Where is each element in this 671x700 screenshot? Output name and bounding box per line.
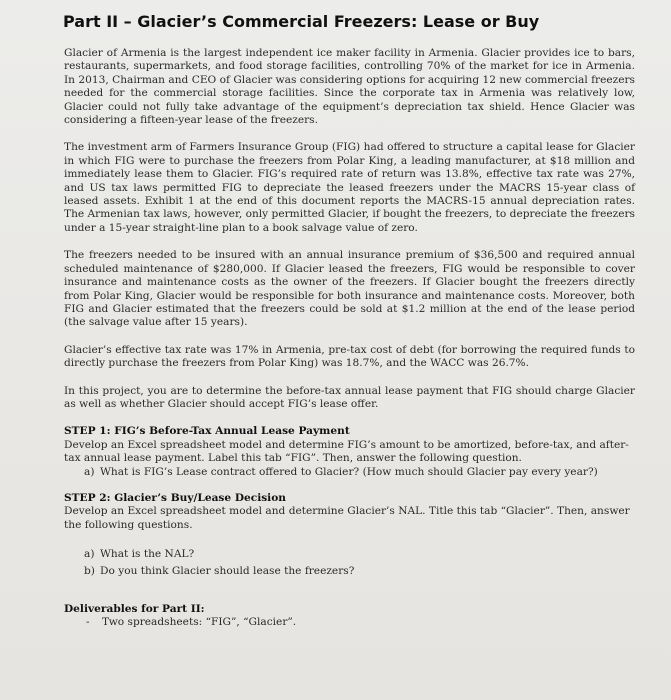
question-label: a) <box>84 548 95 561</box>
step-2-questions <box>64 548 635 578</box>
deliverables-section <box>64 603 635 630</box>
question-item <box>64 466 635 479</box>
step-1-questions <box>64 466 635 479</box>
step-2-body: Develop an Excel spreadsheet model and determine Glacier’s NAL. Title this tab “Glacier”. Then, answer the following questions. <box>64 505 630 531</box>
step-1-section <box>64 425 635 479</box>
deliverables-title: Deliverables for Part II: <box>64 603 205 615</box>
deliverable-text: Two spreadsheets: “FIG”, “Glacier”. <box>102 616 297 629</box>
step-1-body: Develop an Excel spreadsheet model and determine FIG’s amount to be amortized, before-tax, and after-tax annual lease payment. Label this tab “FIG”. Then, answer the following question. <box>64 438 629 465</box>
bullet-dash: - <box>86 616 90 629</box>
step-1-title: STEP 1: FIG’s Before-Tax Annual Lease Payment <box>64 425 350 438</box>
paragraph-fig-offer: The investment arm of Farmers Insurance Group (FIG) had offered to structure a capital lease for Glacier in which FIG were to purchase the freezers from Polar King, a leading manufacturer, at $18 million and immediately lease them to Glacier. FIG’s required rate of return was 13.8%, effective tax rate was 27%, and US tax laws permitted FIG to depreciate the leased freezers under the MACRS 15-year class of leased assets. Exhibit 1 at the end of this document reports the MACRS-15 annual depreciation rates. The Armenian tax laws, however, only permitted Glacier, if bought the freezers, to depreciate the freezers under a 15-year straight-line plan to a book salvage value of zero. <box>64 141 635 234</box>
question-item <box>64 548 635 561</box>
question-text: What is FIG’s Lease contract offered to Glacier? (How much should Glacier pay every year?) <box>100 465 598 478</box>
paragraph-intro: Glacier of Armenia is the largest independent ice maker facility in Armenia. Glacier provides ice to bars, restaurants, supermarkets, and food storage facilities, controlling 70% of the market for ice in Armenia. In 2013, Chairman and CEO of Glacier was considering options for acquiring 12 new commercial freezers needed for the commercial storage facilities. Since the corporate tax in Armenia was relatively low, Glacier could not fully take advantage of the equipment’s depreciation tax shield. Hence Glacier was considering a fifteen-year lease of the freezers. <box>64 47 635 127</box>
step-2-section <box>64 492 635 578</box>
deliverable-item <box>64 616 635 629</box>
question-item <box>64 565 635 578</box>
paragraph-tax-rates: Glacier’s effective tax rate was 17% in Armenia, pre-tax cost of debt (for borrowing the required funds to directly purchase the freezers from Polar King) was 18.7%, and the WACC was 26.7%. <box>64 343 635 370</box>
question-label: a) <box>84 465 95 478</box>
question-text: Do you think Glacier should lease the freezers? <box>100 564 355 577</box>
page-title: Part II – Glacier’s Commercial Freezers: Lease or Buy <box>63 12 540 31</box>
paragraph-insurance-maintenance: The freezers needed to be insured with an annual insurance premium of $36,500 and required annual scheduled maintenance of $280,000. If Glacier leased the freezers, FIG would be responsible to cover insurance and maintenance costs as the owner of the freezers. If Glacier bought the freezers directly from Polar King, Glacier would be responsible for both insurance and maintenance costs. Moreover, both FIG and Glacier estimated that the freezers could be sold at $1.2 million at the end of the lease period (the salvage value after 15 years). <box>64 249 635 329</box>
question-text: What is the NAL? <box>100 548 195 561</box>
question-label: b) <box>84 564 95 577</box>
paragraph-project-goal: In this project, you are to determine the before-tax annual lease payment that FIG should charge Glacier as well as whether Glacier should accept FIG’s lease offer. <box>64 384 635 410</box>
step-2-title: STEP 2: Glacier’s Buy/Lease Decision <box>64 491 286 504</box>
